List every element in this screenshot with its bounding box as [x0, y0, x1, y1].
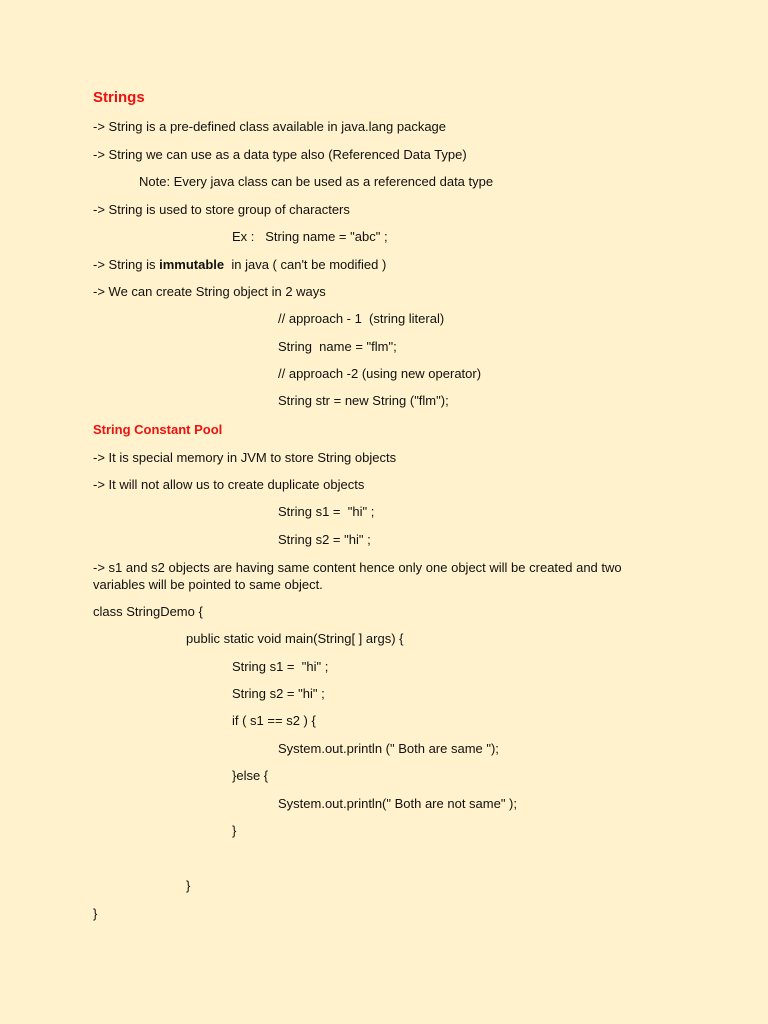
code-comment: // approach -2 (using new operator): [278, 366, 482, 381]
immutable-bold: immutable: [159, 257, 225, 272]
note-line: Note: Every java class can be used as a referenced data type: [139, 174, 494, 189]
text-line: -> It will not allow us to create duplicate objects: [93, 477, 365, 492]
code-class-decl: class StringDemo {: [93, 604, 203, 619]
code-line: String s2 = "hi" ;: [232, 686, 325, 701]
code-main-decl: public static void main(String[ ] args) {: [186, 631, 404, 646]
code-line: String name = "flm";: [278, 339, 397, 354]
code-print-not-same: System.out.println(" Both are not same" );: [278, 796, 517, 811]
text-line: -> String is a pre-defined class available in java.lang package: [93, 119, 447, 134]
text-line: -> It is special memory in JVM to store String objects: [93, 450, 397, 465]
explanation-paragraph: -> s1 and s2 objects are having same content hence only one object will be created and two variables will be pointed to same object.: [93, 560, 622, 592]
code-line: String s1 = "hi" ;: [232, 659, 329, 674]
example-line: Ex : String name = "abc" ;: [232, 229, 388, 244]
heading-strings: Strings: [93, 89, 145, 106]
code-close-class: }: [93, 906, 98, 921]
code-close-main: }: [186, 878, 191, 893]
text-line: -> String we can use as a data type also (Referenced Data Type): [93, 147, 467, 162]
code-if: if ( s1 == s2 ) {: [232, 713, 316, 728]
code-line: String s2 = "hi" ;: [278, 532, 371, 547]
heading-string-constant-pool: String Constant Pool: [93, 422, 223, 437]
code-else: }else {: [232, 768, 269, 783]
immutable-before: -> String is: [93, 257, 160, 272]
code-close-if: }: [232, 823, 237, 838]
text-line: -> String is used to store group of characters: [93, 202, 350, 217]
text-line: -> We can create String object in 2 ways: [93, 284, 326, 299]
code-line: String str = new String ("flm");: [278, 393, 449, 408]
immutable-after: in java ( can't be modified ): [224, 257, 387, 272]
immutable-line: [93, 256, 386, 273]
code-comment: // approach - 1 (string literal): [278, 311, 445, 326]
code-print-same: System.out.println (" Both are same ");: [278, 741, 499, 756]
code-line: String s1 = "hi" ;: [278, 504, 375, 519]
